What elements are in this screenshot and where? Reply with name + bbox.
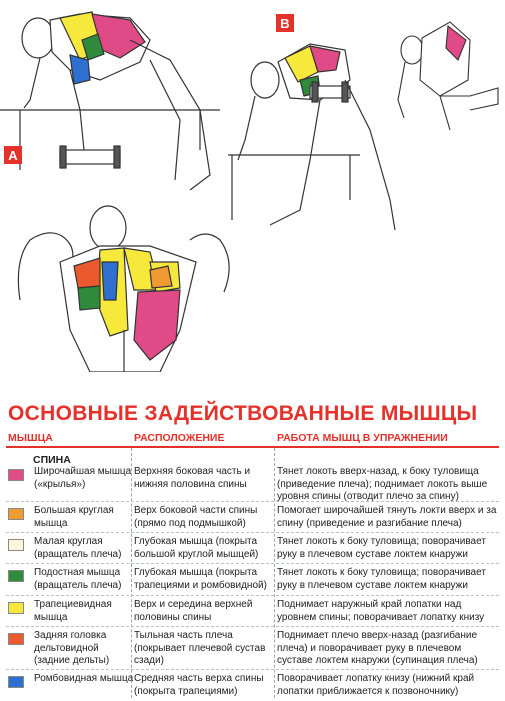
section-label: СПИНА: [33, 454, 71, 466]
muscle-location: Глубокая мышца (покрыта большой круглой мышцей): [134, 536, 259, 560]
muscle-work: Тянет локоть к боку туловища; поворачивает руку в плечевом суставе локтем кнаружи: [277, 567, 486, 591]
color-swatch: [8, 469, 24, 481]
muscle-location: Средняя часть верха спины (покрыта трапециями): [134, 673, 264, 697]
figure-small: [398, 22, 498, 130]
muscle-name: Трапециевидная мышца: [34, 599, 112, 623]
color-swatch: [8, 570, 24, 582]
table-row: [6, 630, 499, 666]
header-rule: [6, 446, 499, 448]
header-muscle: МЫШЦА: [8, 432, 53, 444]
header-location: РАСПОЛОЖЕНИЕ: [134, 432, 225, 444]
muscle-name: Большая круглая мышца: [34, 505, 114, 529]
table-title: ОСНОВНЫЕ ЗАДЕЙСТВОВАННЫЕ МЫШЦЫ: [8, 402, 478, 425]
row-separator: [6, 595, 499, 596]
figure-b: [228, 44, 395, 230]
figure-a: [0, 12, 220, 190]
muscle-work: Поднимает плечо вверх-назад (разгибание плеча) и поворачивает руку в плечевом суставе локтем кнаружи (супинация плеча): [277, 630, 478, 666]
muscle-location: Верхняя боковая часть и нижняя половина спины: [134, 466, 251, 490]
muscle-name: Подостная мышца (вращатель плеча): [34, 567, 122, 591]
color-swatch: [8, 602, 24, 614]
color-swatch: [8, 508, 24, 520]
muscle-name: Малая круглая (вращатель плеча): [34, 536, 122, 560]
label-a: А: [8, 148, 18, 163]
muscle-location: Верх боковой части спины (прямо под подмышкой): [134, 505, 258, 529]
row-separator: [6, 669, 499, 670]
muscle-name: Ромбовидная мышца: [34, 673, 134, 684]
label-b: В: [280, 16, 290, 31]
color-swatch: [8, 676, 24, 688]
header-work: РАБОТА МЫШЦ В УПРАЖНЕНИИ: [277, 432, 448, 444]
muscle-work: Тянет локоть к боку туловища; поворачивает руку в плечевом суставе локтем кнаружи: [277, 536, 486, 560]
muscle-work: Тянет локоть вверх-назад, к боку туловища (приведение плеча); поднимает локоть выше уровня спины (отводит плечо за спину): [277, 466, 488, 502]
muscle-work: Поднимает наружный край лопатки над уровнем спины; поворачивает лопатку книзу: [277, 599, 485, 623]
muscle-name: Широчайшая мышца («крылья»): [34, 466, 132, 490]
row-separator: [6, 626, 499, 627]
row-separator: [6, 563, 499, 564]
row-separator: [6, 532, 499, 533]
muscle-location: Глубокая мышца (покрыта трапециями и ромбовидной): [134, 567, 267, 591]
color-swatch: [8, 633, 24, 645]
muscle-name: Задняя головка дельтовидной (задние дельты): [34, 630, 110, 666]
muscle-location: Верх и середина верхней половины спины: [134, 599, 253, 623]
table-row: [6, 466, 499, 502]
row-separator: [6, 501, 499, 502]
muscle-table-panel: [0, 374, 505, 701]
color-swatch: [8, 539, 24, 551]
muscle-work: Помогает широчайшей тянуть локти вверх и за спину (приведение и разгибание плеча): [277, 505, 497, 529]
muscle-location: Тыльная часть плеча (покрывает плечевой сустав сзади): [134, 630, 266, 666]
figure-back: [18, 206, 229, 372]
table-row: [6, 673, 499, 701]
muscle-work: Поворачивает лопатку книзу (нижний край лопатки приближается к позвоночнику): [277, 673, 475, 697]
